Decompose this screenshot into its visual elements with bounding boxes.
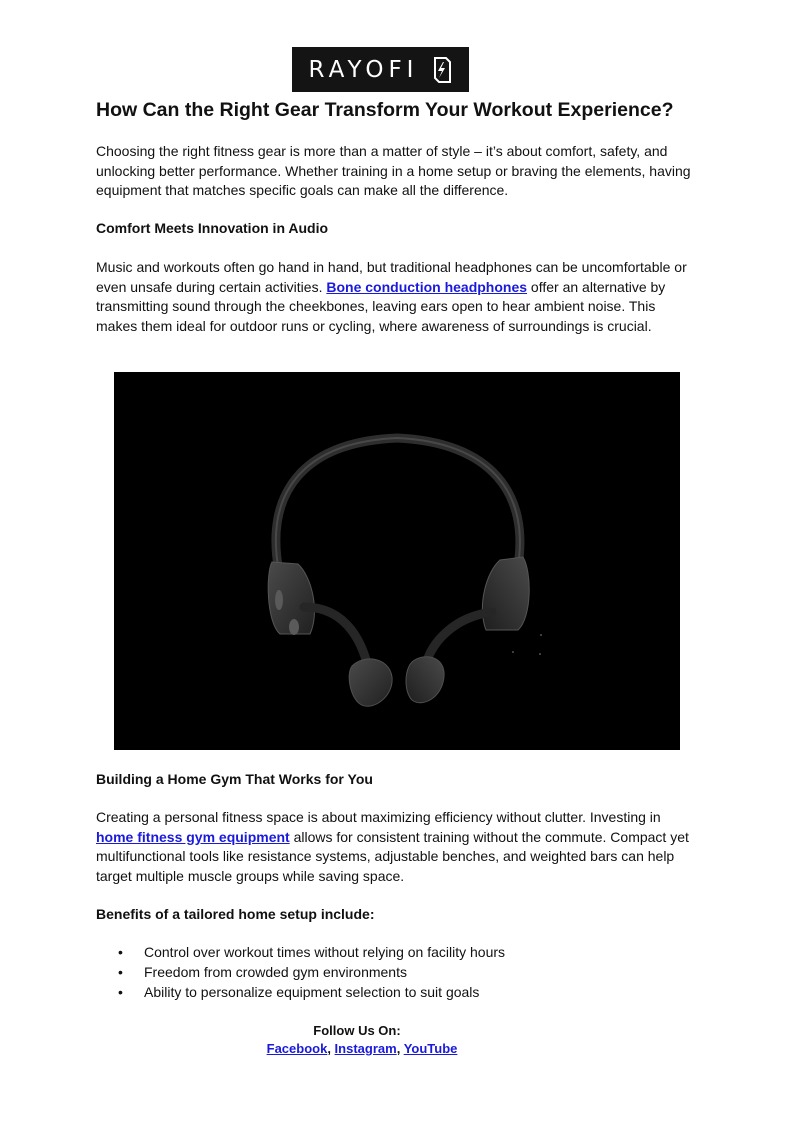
home-gym-text-after: allows for consistent training without the commute. Compact yet multifunctional tools like resistance systems, adjustable benches, and weighted bars can help target multiple muscle groups while saving space. bbox=[96, 828, 689, 884]
list-item: • Freedom from crowded gym environments bbox=[96, 963, 505, 983]
brand-name: RAYOFI bbox=[308, 56, 419, 83]
home-gym-text-before: Creating a personal fitness space is about maximizing efficiency without clutter. Investing in bbox=[96, 809, 661, 825]
home-gym-paragraph bbox=[96, 808, 690, 886]
instagram-link[interactable]: Instagram bbox=[334, 1041, 397, 1056]
benefits-list bbox=[96, 943, 505, 1002]
social-separator: , bbox=[327, 1041, 335, 1056]
section-heading-audio: Comfort Meets Innovation in Audio bbox=[96, 220, 329, 236]
youtube-link[interactable]: YouTube bbox=[403, 1041, 458, 1056]
headphones-photo bbox=[114, 372, 680, 750]
article-title: How Can the Right Gear Transform Your Workout Experience? bbox=[96, 99, 674, 121]
list-item: • Control over workout times without relying on facility hours bbox=[96, 943, 505, 963]
audio-text-after: offer an alternative by transmitting sound through the cheekbones, leaving ears open to hear ambient noise. This makes them ideal for outdoor runs or cycling, where awareness of surroundings is crucial. bbox=[96, 278, 666, 334]
home-fitness-gym-equipment-link[interactable]: home fitness gym equipment bbox=[96, 828, 290, 845]
brand-logo bbox=[292, 47, 469, 92]
section-heading-home-gym: Building a Home Gym That Works for You bbox=[96, 771, 373, 787]
list-item: • Ability to personalize equipment selection to suit goals bbox=[96, 983, 505, 1003]
bone-conduction-headphones-link[interactable]: Bone conduction headphones bbox=[326, 278, 528, 295]
intro-paragraph: Choosing the right fitness gear is more than a matter of style – it’s about comfort, safety, and unlocking better performance. Whether training in a home setup or braving the elements, having equipment that matches specific goals can make all the difference. bbox=[96, 143, 691, 199]
bone-conduction-headphones-image bbox=[114, 372, 680, 750]
social-links bbox=[0, 1040, 724, 1058]
benefits-heading: Benefits of a tailored home setup include: bbox=[96, 906, 375, 922]
lightning-bolt-icon bbox=[428, 56, 452, 84]
follow-us-label: Follow Us On: bbox=[313, 1023, 401, 1038]
audio-paragraph bbox=[96, 258, 694, 336]
social-separator: , bbox=[396, 1041, 404, 1056]
facebook-link[interactable]: Facebook bbox=[266, 1041, 328, 1056]
audio-text-before: Music and workouts often go hand in hand, but traditional headphones can be uncomfortable or even unsafe during certain activities. bbox=[96, 259, 687, 295]
